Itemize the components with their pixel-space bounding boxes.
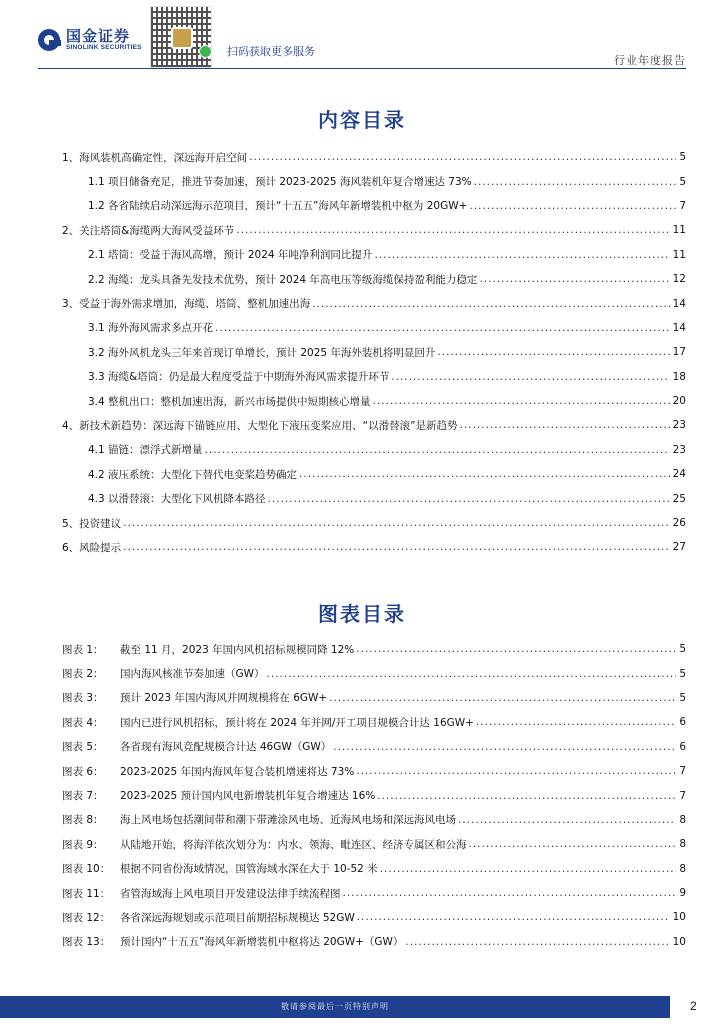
- figure-caption: 国内已进行风机招标，预计将在 2024 年并网/开工项目规模合计达 16GW+: [120, 716, 474, 729]
- toc-page-number: 23: [672, 443, 686, 456]
- figure-label: 图表 11：: [62, 887, 111, 900]
- leader-dots: [299, 468, 670, 480]
- figure-page-number: 8: [679, 813, 686, 826]
- figure-page-number: 6: [679, 740, 686, 753]
- toc-entry-text: 3、受益于海外需求增加，海缆、塔筒、整机加速出海: [62, 298, 311, 311]
- leader-dots: [333, 741, 676, 753]
- figure-list-title: 图表目录: [318, 602, 406, 626]
- toc-subsection-entry[interactable]: [62, 169, 686, 193]
- toc-section-entry[interactable]: [62, 413, 686, 437]
- figure-page-number: 8: [679, 862, 686, 875]
- figure-caption: 国内海风核准节奏加速（GW）: [120, 668, 265, 681]
- figure-label: 图表 4：: [62, 716, 104, 729]
- toc-entry-text: 6、风险提示: [62, 541, 122, 554]
- toc-subsection-entry[interactable]: [62, 194, 686, 218]
- toc-page-number: 25: [672, 492, 686, 505]
- toc-page-number: 14: [672, 297, 686, 310]
- figure-list-entry[interactable]: [62, 905, 686, 929]
- toc-subsection-entry[interactable]: [62, 243, 686, 267]
- toc-entry-text: 4.1 锚链：漂浮式新增量: [88, 444, 203, 457]
- figure-list-entry[interactable]: [62, 661, 686, 685]
- leader-dots: [356, 643, 676, 655]
- toc-page-number: 11: [672, 224, 686, 237]
- figure-caption: 海上风电场包括潮间带和潮下带滩涂风电场、近海风电场和深远海风电场: [120, 814, 456, 827]
- leader-dots: [205, 444, 670, 456]
- table-of-contents: [62, 145, 686, 560]
- leader-dots: [476, 716, 676, 728]
- toc-entry-text: 2.1 塔筒：受益于海风高增，预计 2024 年吨净利润同比提升: [88, 249, 373, 262]
- figure-label: 图表 2：: [62, 668, 104, 681]
- toc-title: 内容目录: [318, 108, 406, 132]
- figure-label: 图表 9：: [62, 838, 104, 851]
- toc-entry-text: 2、关注塔筒&海缆两大海风受益环节: [62, 224, 235, 237]
- header-divider: [38, 68, 686, 69]
- toc-entry-text: 2.2 海缆：龙头具备先发技术优势，预计 2024 年高电压等级海缆保持盈利能力稳定: [88, 273, 478, 286]
- leader-dots: [474, 176, 677, 188]
- toc-section-entry[interactable]: [62, 291, 686, 315]
- toc-page-number: 5: [679, 151, 686, 164]
- figure-list-entry[interactable]: [62, 930, 686, 954]
- toc-page-number: 7: [679, 199, 686, 212]
- leader-dots: [267, 668, 677, 680]
- figure-caption: 截至 11 月，2023 年国内风机招标规模同降 12%: [120, 643, 355, 656]
- leader-dots: [460, 419, 670, 431]
- figure-page-number: 5: [679, 691, 686, 704]
- leader-dots: [458, 814, 676, 826]
- toc-subsection-entry[interactable]: [62, 340, 686, 364]
- leader-dots: [469, 200, 676, 212]
- toc-section-entry[interactable]: [62, 511, 686, 535]
- figure-label: 图表 6：: [62, 765, 104, 778]
- figure-caption: 预计国内“十五五”海风年新增装机中枢将达 20GW+（GW）: [120, 936, 404, 949]
- leader-dots: [356, 765, 676, 777]
- leader-dots: [123, 541, 669, 553]
- figure-list-entry[interactable]: [62, 735, 686, 759]
- figure-caption: 2023-2025 预计国内风电新增装机年复合增速达 16%: [120, 790, 376, 803]
- figure-page-number: 6: [679, 716, 686, 729]
- leader-dots: [374, 249, 669, 261]
- figure-label: 图表 13：: [62, 936, 111, 949]
- leader-dots: [329, 692, 676, 704]
- figure-label: 图表 1：: [62, 643, 104, 656]
- logo-mark-icon: [38, 29, 60, 51]
- toc-entry-text: 1.1 项目储备充足，推进节奏加速，预计 2023-2025 海风装机年复合增速达 73%: [88, 176, 472, 189]
- figure-caption: 2023-2025 年国内海风年复合装机增速将达 73%: [120, 765, 355, 778]
- figure-list-entry[interactable]: [62, 808, 686, 832]
- toc-entry-text: 5、投资建议: [62, 517, 122, 530]
- toc-page-number: 18: [672, 370, 686, 383]
- figure-list-entry[interactable]: [62, 857, 686, 881]
- figure-label: 图表 8：: [62, 814, 104, 827]
- logo-english-name: SINOLINK SECURITIES: [66, 44, 142, 51]
- figure-label: 图表 12：: [62, 911, 111, 924]
- figure-page-number: 7: [679, 789, 686, 802]
- toc-subsection-entry[interactable]: [62, 486, 686, 510]
- footer-disclaimer: 敬请参阅最后一页特别声明: [281, 1002, 389, 1011]
- figure-page-number: 7: [679, 765, 686, 778]
- toc-section-entry[interactable]: [62, 145, 686, 169]
- toc-subsection-entry[interactable]: [62, 438, 686, 462]
- figure-caption: 预计 2023 年国内海风并网规模将在 6GW+: [120, 692, 328, 705]
- toc-subsection-entry[interactable]: [62, 365, 686, 389]
- toc-entry-text: 1.2 各省陆续启动深远海示范项目，预计“十五五”海风年新增装机中枢为 20GW+: [88, 200, 468, 213]
- figure-page-number: 8: [679, 838, 686, 851]
- toc-section-entry[interactable]: [62, 218, 686, 242]
- figure-list-entry[interactable]: [62, 686, 686, 710]
- toc-page-number: 12: [672, 273, 686, 286]
- leader-dots: [215, 322, 670, 334]
- page-header: [0, 0, 724, 72]
- figure-label: 图表 5：: [62, 741, 104, 754]
- report-type-label: 行业年度报告: [614, 54, 686, 67]
- toc-entry-text: 3.4 整机出口：整机加速出海，新兴市场提供中短期核心增量: [88, 395, 371, 408]
- leader-dots: [469, 838, 677, 850]
- figure-list-entry[interactable]: [62, 881, 686, 905]
- figure-caption: 根据不同省份海域情况，国管海域水深在大于 10-52 米: [120, 863, 378, 876]
- qr-center-logo: [171, 27, 193, 49]
- toc-subsection-entry[interactable]: [62, 389, 686, 413]
- figure-list: [62, 637, 686, 954]
- leader-dots: [343, 887, 677, 899]
- figure-caption: 省管海域海上风电项目开发建设法律手续流程图: [120, 887, 341, 900]
- leader-dots: [357, 911, 670, 923]
- toc-page-number: 23: [672, 419, 686, 432]
- figure-list-entry[interactable]: [62, 710, 686, 734]
- scan-prompt: 扫码获取更多服务: [227, 45, 315, 58]
- toc-entry-text: 4.3 以滑替滚：大型化下风机降本路径: [88, 493, 266, 506]
- toc-entry-text: 4.2 液压系统：大型化下替代电变桨趋势确定: [88, 468, 298, 481]
- leader-dots: [380, 863, 677, 875]
- toc-page-number: 26: [672, 517, 686, 530]
- toc-entry-text: 3.3 海缆&塔筒：仍是最大程度受益于中期海外海风需求提升环节: [88, 371, 390, 384]
- toc-entry-text: 3.2 海外风机龙头三年来首现订单增长，预计 2025 年海外装机将明显回升: [88, 346, 436, 359]
- toc-page-number: 20: [672, 395, 686, 408]
- figure-list-entry[interactable]: [62, 832, 686, 856]
- leader-dots: [312, 298, 669, 310]
- toc-entry-text: 1、海风装机高确定性，深远海开启空间: [62, 151, 248, 164]
- leader-dots: [391, 371, 669, 383]
- figure-label: 图表 7：: [62, 790, 104, 803]
- toc-entry-text: 3.1 海外海风需求多点开花: [88, 322, 214, 335]
- figure-list-entry[interactable]: [62, 637, 686, 661]
- toc-subsection-entry[interactable]: [62, 267, 686, 291]
- leader-dots: [373, 395, 670, 407]
- leader-dots: [123, 517, 669, 529]
- toc-section-entry[interactable]: [62, 535, 686, 559]
- toc-page-number: 27: [672, 541, 686, 554]
- figure-label: 图表 10：: [62, 863, 111, 876]
- leader-dots: [236, 224, 669, 236]
- figure-page-number: 5: [679, 643, 686, 656]
- logo-chinese-name: 国金证券: [66, 27, 131, 45]
- figure-label: 图表 3：: [62, 692, 104, 705]
- toc-page-number: 24: [672, 468, 686, 481]
- figure-page-number: 5: [679, 667, 686, 680]
- wechat-badge-icon: [199, 45, 212, 58]
- figure-caption: 各省深远海规划或示范项目前期招标规模达 52GW: [120, 911, 355, 924]
- leader-dots: [405, 936, 669, 948]
- toc-page-number: 14: [672, 321, 686, 334]
- toc-subsection-entry[interactable]: [62, 316, 686, 340]
- figure-list-entry[interactable]: [62, 783, 686, 807]
- page-footer: [0, 996, 724, 1024]
- figure-page-number: 10: [672, 935, 686, 948]
- figure-list-entry[interactable]: [62, 759, 686, 783]
- toc-page-number: 17: [672, 346, 686, 359]
- figure-caption: 各省现有海风竞配规模合计达 46GW（GW）: [120, 741, 332, 754]
- leader-dots: [437, 346, 669, 358]
- leader-dots: [268, 493, 670, 505]
- figure-caption: 从陆地开始，将海洋依次划分为：内水、领海、毗连区、经济专属区和公海: [120, 838, 467, 851]
- leader-dots: [479, 273, 669, 285]
- toc-page-number: 11: [672, 248, 686, 261]
- leader-dots: [249, 151, 676, 163]
- page-number: 2: [690, 999, 697, 1013]
- figure-page-number: 10: [672, 911, 686, 924]
- toc-entry-text: 4、新技术新趋势：深远海下锚链应用、大型化下液压变桨应用、“以滑替滚”是新趋势: [62, 419, 458, 432]
- toc-page-number: 5: [679, 175, 686, 188]
- leader-dots: [377, 790, 676, 802]
- toc-subsection-entry[interactable]: [62, 462, 686, 486]
- company-logo: [38, 28, 142, 52]
- figure-page-number: 9: [679, 887, 686, 900]
